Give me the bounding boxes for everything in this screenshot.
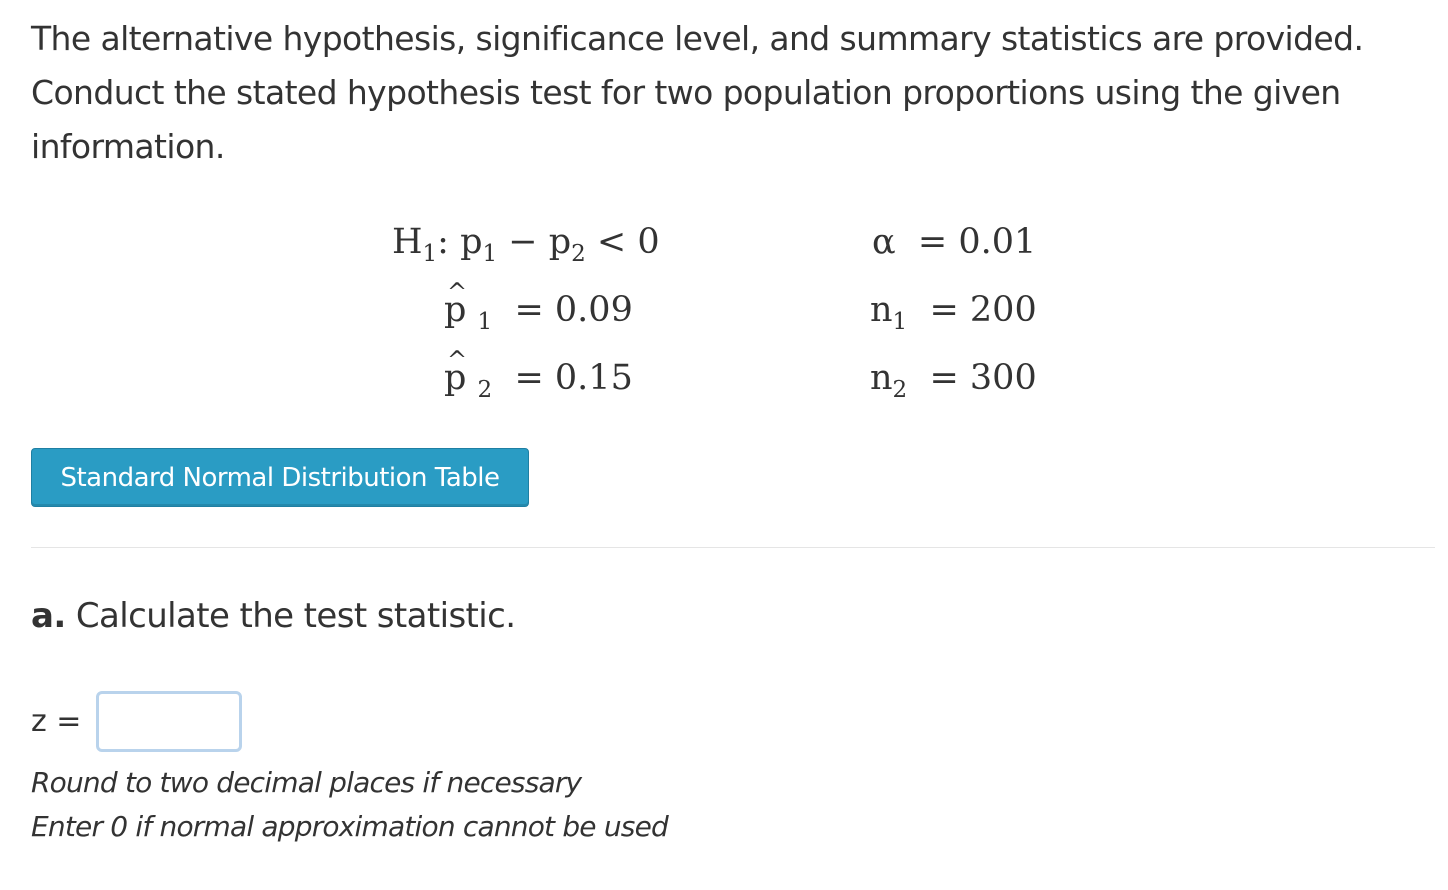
phat1-value: = 0.09 bbox=[503, 290, 633, 330]
part-a-text: Calculate the test statistic. bbox=[65, 596, 516, 636]
phat2-value: = 0.15 bbox=[503, 358, 633, 398]
alternative-hypothesis bbox=[392, 222, 660, 266]
phat2-symbol: ^ p bbox=[444, 358, 466, 398]
alpha-symbol: α bbox=[872, 222, 896, 262]
hypothesis-colon-p: : p bbox=[437, 222, 483, 262]
z-label: z = bbox=[31, 704, 82, 739]
n1-symbol: n bbox=[870, 290, 893, 330]
n1-subscript: 1 bbox=[892, 309, 908, 335]
significance-level bbox=[872, 222, 1036, 262]
problem-statement: The alternative hypothesis, significance level, and summary statistics are provided. Conduct the stated hypothesis test for two population proportions using the given information. bbox=[31, 19, 1364, 166]
hypothesis-relation: < 0 bbox=[585, 222, 660, 262]
approximation-hint: Enter 0 if normal approximation cannot be used bbox=[31, 810, 668, 843]
sample-size-1 bbox=[870, 290, 1037, 334]
rounding-hint: Round to two decimal places if necessary bbox=[31, 766, 582, 799]
phat1-subscript: 1 bbox=[477, 309, 493, 335]
phat2-subscript: 2 bbox=[477, 377, 493, 403]
sample-proportion-2 bbox=[444, 358, 633, 402]
hypothesis-p2-subscript: 2 bbox=[571, 241, 586, 267]
z-answer-input[interactable] bbox=[96, 691, 242, 752]
alpha-value: = 0.01 bbox=[906, 222, 1037, 262]
hypothesis-symbol: H bbox=[392, 222, 423, 262]
n2-value: = 300 bbox=[918, 358, 1037, 398]
hypothesis-subscript: 1 bbox=[422, 241, 438, 267]
hypothesis-p1-subscript: 1 bbox=[482, 241, 498, 267]
part-a-prompt bbox=[31, 596, 515, 636]
hypothesis-minus-p: − p bbox=[497, 222, 572, 262]
n2-symbol: n bbox=[870, 358, 893, 398]
sample-size-2 bbox=[870, 358, 1037, 402]
phat1-symbol: ^ p bbox=[444, 290, 466, 330]
standard-normal-table-button[interactable]: Standard Normal Distribution Table bbox=[31, 448, 529, 507]
part-a-letter: a. bbox=[31, 596, 66, 636]
sample-proportion-1 bbox=[444, 290, 633, 334]
n1-value: = 200 bbox=[918, 290, 1037, 330]
n2-subscript: 2 bbox=[892, 377, 908, 403]
section-divider bbox=[31, 547, 1435, 548]
